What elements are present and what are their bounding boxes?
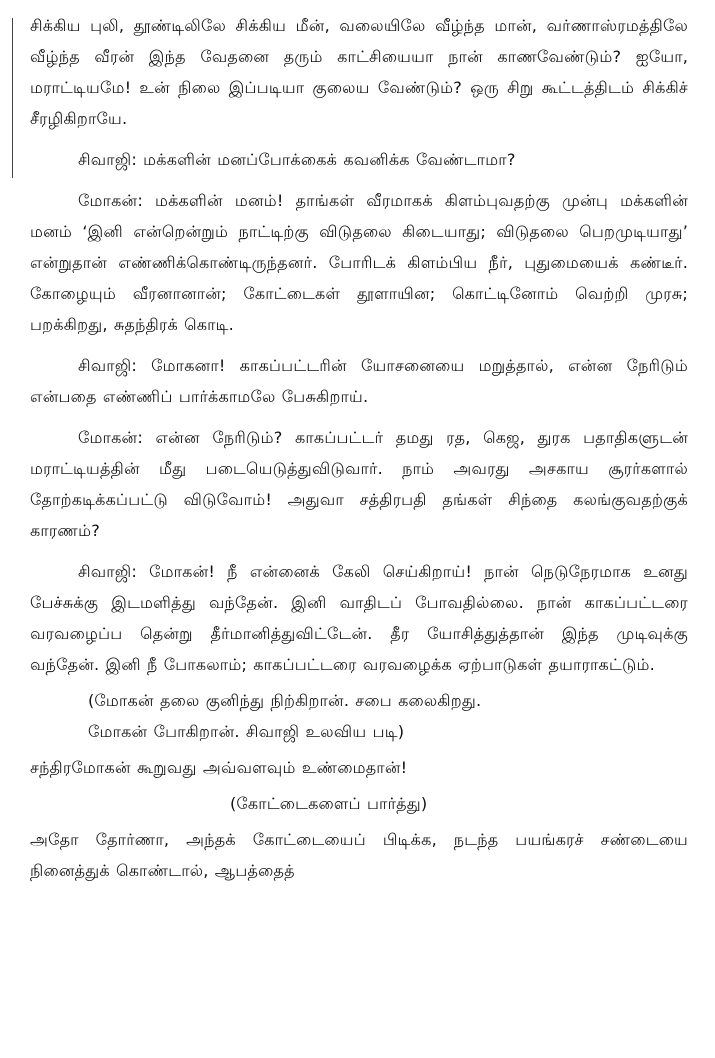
paragraph-1: சிக்கிய புலி, தூண்டிலிலே சிக்கிய மீன், வலையிலே வீழ்ந்த மான், வர்ணாஸ்ரமத்திலே வீழ்ந்த வீரன் இந்த வேதனை தரும் காட்சியையா நான் காணவேண்டும்? ஐயோ, மராட்டியமே! உன் நிலை இப்படியா குலைய வேண்டும்? ஒரு சிறு கூட்டத்திடம் சிக்கிச் சீரழிகிறாயே. [30, 16, 688, 128]
paragraph-7: சந்திரமோகன் கூறுவது அவ்வளவும் உண்மைதான்! [30, 758, 408, 777]
paragraph-2: சிவாஜி: மக்களின் மனப்போக்கைக் கவனிக்க வேண்டாமா? [78, 150, 516, 169]
paragraph-3: மோகன்: மக்களின் மனம்! தாங்கள் வீரமாகக் கிளம்புவதற்கு முன்பு மக்களின் மனம் ‘இனி என்றென்றும் நாட்டிற்கு விடுதலை கிடையாது; விடுதலை பெறமுடியாது’ என்றுதான் எண்ணிக்கொண்டிருந்தனர். போரிடக் கிளம்பிய நீர், புதுமையைக் கண்டீர். கோழையும் வீரனானான்; கோட்டைகள் தூளாயின; கொட்டினோம் வெற்றி முரசு; பறக்கிறது, சுதந்திரக் கொடி. [30, 191, 688, 334]
text-body [30, 10, 688, 886]
paragraph-8: அதோ தோர்ணா, அந்தக் கோட்டையைப் பிடிக்க, நடந்த பயங்கரச் சண்டையை நினைத்துக் கொண்டால், ஆபத்தைத் [30, 830, 688, 880]
stage-direction-1: (மோகன் தலை குனிந்து நிற்கிறான். சபை கலைகிறது. [88, 691, 482, 710]
stage-direction-3: (கோட்டைகளைப் பார்த்து) [230, 794, 428, 813]
paragraph-5: மோகன்: என்ன நேரிடும்? காகப்பட்டர் தமது ரத, கெஜ, துரக பதாதிகளுடன் மராட்டியத்தின் மீது படையெடுத்துவிடுவார். நாம் அவரது அசகாய சூரர்களால் தோற்கடிக்கப்பட்டு விடுவோம்! அதுவா சத்திரபதி தங்கள் சிந்தை கலங்குவதற்குக் காரணம்? [30, 428, 688, 540]
paragraph-4: சிவாஜி: மோகனா! காகப்பட்டரின் யோசனையை மறுத்தால், என்ன நேரிடும் என்பதை எண்ணிப் பார்க்காமலே பேசுகிறாய். [30, 356, 688, 406]
paragraph-6: சிவாஜி: மோகன்! நீ என்னைக் கேலி செய்கிறாய்! நான் நெடுநேரமாக உனது பேச்சுக்கு இடமளித்து வந்தேன். இனி வாதிடப் போவதில்லை. நான் காகப்பட்டரை வரவழைப்ப தென்று தீர்மானித்துவிட்டேன். தீர யோசித்துத்தான் இந்த முடிவுக்கு வந்தேன். இனி நீ போகலாம்; காகப்பட்டரை வரவழைக்க ஏற்பாடுகள் தயாராகட்டும். [30, 562, 688, 674]
margin-line [12, 18, 13, 178]
stage-direction-2: மோகன் போகிறான். சிவாஜி உலவிய படி) [88, 722, 405, 741]
